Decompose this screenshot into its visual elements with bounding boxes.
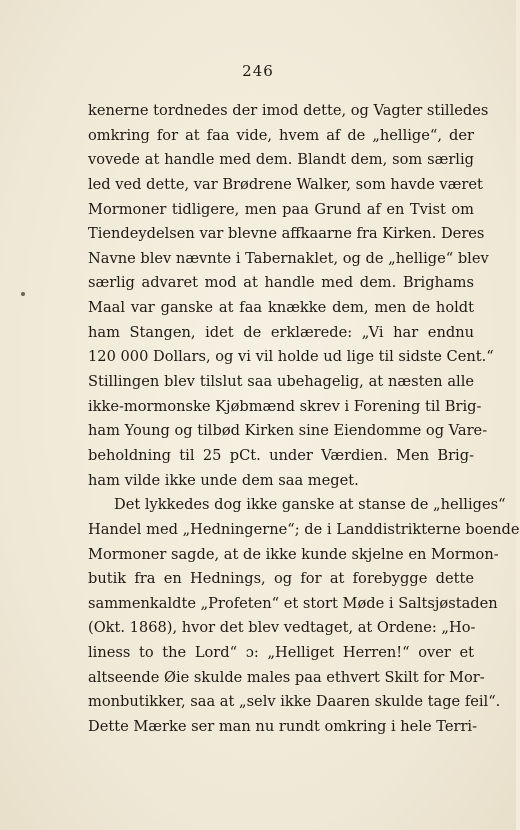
text-line: beholdning til 25 pCt. under Værdien. Men Brig- — [88, 446, 474, 464]
paper-speck — [21, 292, 25, 296]
text-line: Navne blev nævnte i Tabernaklet, og de „hellige“ blev — [88, 249, 489, 267]
text-line: sammenkaldte „Profeten“ et stort Møde i Saltsjøstaden — [88, 594, 498, 612]
text-line: ham Young og tilbød Kirken sine Eiendomme og Vare- — [88, 422, 488, 440]
text-line: Mormoner tidligere, men paa Grund af en Tvist om — [88, 200, 474, 218]
text-line: Maal var ganske at faa knække dem, men de holdt — [88, 299, 474, 317]
text-line: Tiendeydelsen var blevne affkaarne fra Kirken. Deres — [88, 225, 485, 243]
text-line: Stillingen blev tilslut saa ubehagelig, at næsten alle — [88, 373, 474, 391]
text-line: omkring for at faa vide, hvem af de „hellige“, der — [88, 126, 474, 144]
body-text — [88, 99, 520, 740]
text-line: led ved dette, var Brødrene Walker, som havde været — [88, 175, 483, 193]
text-line: ham Stangen, idet de erklærede: „Vi har endnu — [88, 323, 474, 341]
text-line: liness to the Lord“ ɔ: „Helliget Herren!“ over et — [88, 644, 474, 662]
page-number: 246 — [242, 62, 274, 80]
text-line: Handel med „Hedningerne“; de i Landdistrikterne boende — [88, 520, 520, 538]
text-line: monbutikker, saa at „selv ikke Daaren skulde tage feil“. — [88, 693, 501, 711]
text-line: ikke-mormonske Kjøbmænd skrev i Forening til Brig- — [88, 397, 482, 415]
text-line: 120 000 Dollars, og vi vil holde ud lige til sidste Cent.“ — [88, 348, 494, 366]
text-line: Dette Mærke ser man nu rundt omkring i hele Terri- — [88, 718, 478, 736]
text-line: (Okt. 1868), hvor det blev vedtaget, at Ordene: „Ho- — [88, 619, 476, 637]
text-line: Mormoner sagde, at de ikke kunde skjelne en Mormon- — [88, 545, 499, 563]
paragraph-last-line: ham vilde ikke unde dem saa meget. — [88, 471, 359, 489]
text-line: altseende Øie skulde males paa ethvert Skilt for Mor- — [88, 668, 485, 686]
text-line: kenerne tordnedes der imod dette, og Vagter stilledes — [88, 102, 489, 119]
text-line: særlig advaret mod at handle med dem. Brighams — [88, 274, 474, 292]
paragraph-first-line: Det lykkedes dog ikke ganske at stanse de „helliges“ — [114, 496, 506, 514]
text-line: butik fra en Hednings, og for at forebygge dette — [88, 570, 474, 588]
text-line: vovede at handle med dem. Blandt dem, som særlig — [88, 151, 474, 169]
